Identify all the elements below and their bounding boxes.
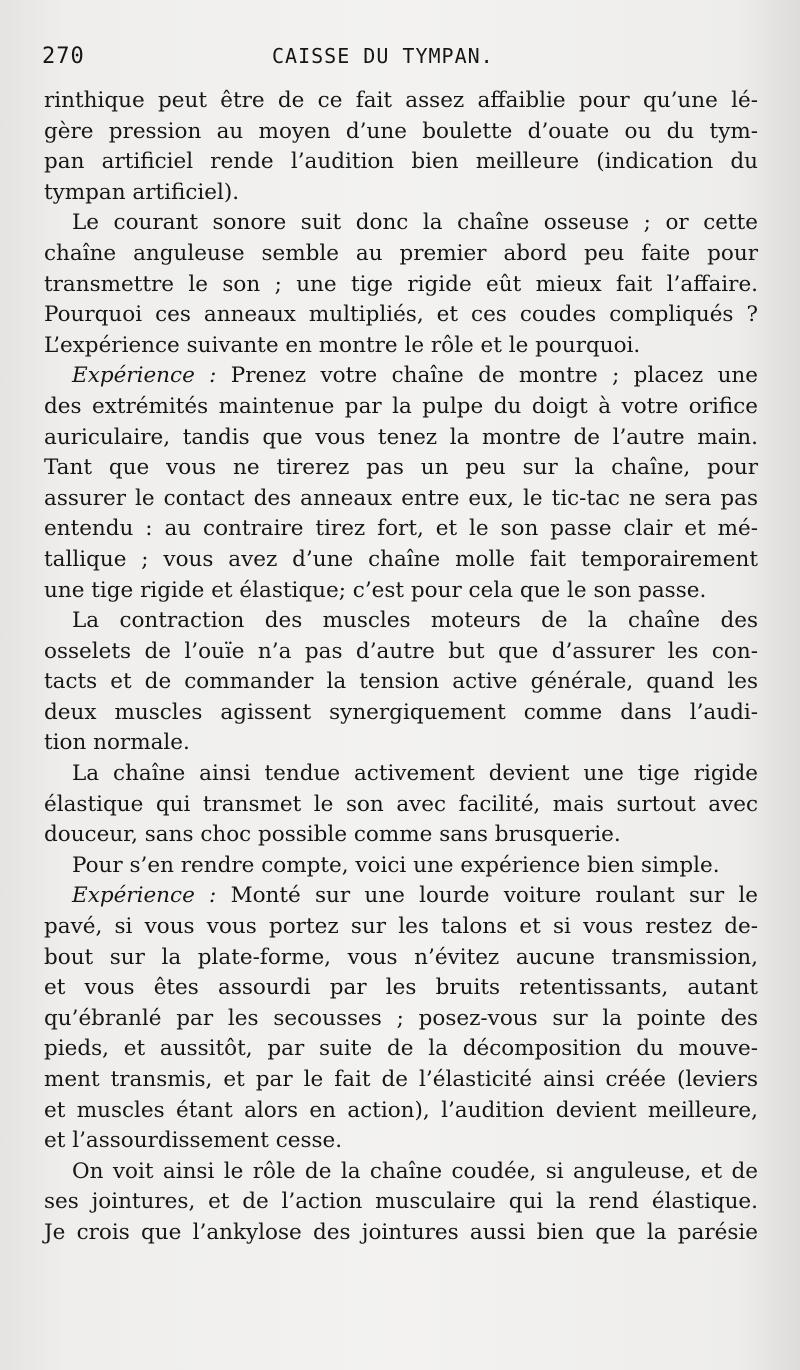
- experience-lead: Expérience :: [72, 363, 217, 389]
- text-line: [44, 698, 758, 729]
- line-text: entendu : au contraire tirez fort, et le son passe clair et mé-: [44, 516, 758, 542]
- line-text: pan artificiel rende l’audition bien meilleure (indication du: [44, 149, 758, 175]
- line-text: chaîne anguleuse semble au premier abord peu faite pour: [44, 240, 758, 266]
- line-text: et vous êtes assourdi par les bruits retentissants, autant: [44, 975, 758, 1001]
- line-text: Pour s’en rendre compte, voici une expérience bien simple.: [72, 852, 720, 878]
- line-text: tallique ; vous avez d’une chaîne molle fait temporairement: [44, 546, 758, 572]
- text-line: [44, 728, 758, 759]
- text-line: [44, 851, 758, 882]
- text-line: [44, 178, 758, 209]
- text-line: [44, 1034, 758, 1065]
- line-text: douceur, sans choc possible comme sans brusquerie.: [44, 822, 621, 848]
- running-title: CAISSE DU TYMPAN.: [272, 44, 494, 68]
- line-text: osselets de l’ouïe n’a pas d’autre but que d’assurer les con-: [44, 638, 758, 664]
- line-text: La chaîne ainsi tendue activement devient une tige rigide: [72, 761, 758, 787]
- body-text: [44, 86, 758, 1249]
- text-line: [44, 86, 758, 117]
- line-text: qu’ébranlé par les secousses ; posez-vous sur la pointe des: [44, 1005, 758, 1031]
- line-text: Pourquoi ces anneaux multipliés, et ces coudes compliqués ?: [44, 302, 758, 328]
- line-text: L’expérience suivante en montre le rôle et le pourquoi.: [44, 332, 641, 358]
- text-line: [44, 239, 758, 270]
- text-line: [44, 453, 758, 484]
- page-number: 270: [42, 44, 85, 69]
- line-text: auriculaire, tandis que vous tenez la montre de l’autre main.: [44, 424, 758, 450]
- text-line: [44, 1065, 758, 1096]
- line-text: transmettre le son ; une tige rigide eût mieux fait l’affaire.: [44, 271, 758, 297]
- text-line: [44, 912, 758, 943]
- line-text: ment transmis, et par le fait de l’élasticité ainsi créée (leviers: [44, 1067, 758, 1092]
- line-text: gère pression au moyen d’une boulette d’ouate ou du tym-: [44, 118, 758, 144]
- text-line: [44, 973, 758, 1004]
- text-line: [44, 1004, 758, 1035]
- line-text: tion normale.: [44, 730, 190, 756]
- text-line: [44, 1126, 758, 1157]
- line-text: pavé, si vous vous portez sur les talons et si vous restez de-: [44, 914, 758, 940]
- text-line: [44, 1187, 758, 1218]
- page-header: [42, 44, 762, 78]
- text-line: [44, 667, 758, 698]
- text-line: [44, 759, 758, 790]
- experience-lead: Expérience :: [72, 883, 217, 909]
- text-line: [44, 392, 758, 423]
- line-text: bout sur la plate-forme, vous n’évitez aucune transmission,: [44, 944, 758, 970]
- line-text: Monté sur une lourde voiture roulant sur le: [216, 883, 759, 909]
- text-line: [44, 637, 758, 668]
- text-line: [44, 881, 758, 912]
- text-line: [44, 1096, 758, 1127]
- line-text: On voit ainsi le rôle de la chaîne coudée, si anguleuse, et de: [72, 1158, 758, 1184]
- text-line: [44, 300, 758, 331]
- text-line: [44, 790, 758, 821]
- line-text: et muscles étant alors en action), l’audition devient meilleure,: [44, 1097, 758, 1123]
- text-line: [44, 484, 758, 515]
- line-text: rinthique peut être de ce fait assez affaiblie pour qu’une lé-: [44, 88, 758, 113]
- text-line: [44, 117, 758, 148]
- text-line: [44, 576, 758, 607]
- line-text: des extrémités maintenue par la pulpe du doigt à votre orifice: [44, 393, 758, 419]
- line-text: tympan artificiel).: [44, 179, 240, 205]
- line-text: assurer le contact des anneaux entre eux, le tic-tac ne sera pas: [44, 485, 758, 511]
- text-line: [44, 820, 758, 851]
- line-text: une tige rigide et élastique; c’est pour cela que le son passe.: [44, 577, 707, 603]
- line-text: Le courant sonore suit donc la chaîne osseuse ; or cette: [72, 210, 758, 236]
- line-text: pieds, et aussitôt, par suite de la décomposition du mouve-: [44, 1036, 758, 1062]
- line-text: Prenez votre chaîne de montre ; placez une: [216, 363, 758, 389]
- text-line: [44, 943, 758, 974]
- line-text: deux muscles agissent synergiquement comme dans l’audi-: [44, 699, 758, 725]
- line-text: La contraction des muscles moteurs de la chaîne des: [72, 608, 758, 634]
- text-line: [44, 606, 758, 637]
- text-line: [44, 208, 758, 239]
- text-line: [44, 514, 758, 545]
- text-line: [44, 331, 758, 362]
- line-text: élastique qui transmet le son avec facilité, mais surtout avec: [44, 791, 758, 817]
- text-line: [44, 270, 758, 301]
- line-text: Je crois que l’ankylose des jointures aussi bien que la parésie: [44, 1219, 758, 1245]
- text-line: [44, 423, 758, 454]
- text-line: [44, 1157, 758, 1188]
- line-text: et l’assourdissement cesse.: [44, 1128, 343, 1154]
- line-text: Tant que vous ne tirerez pas un peu sur la chaîne, pour: [44, 455, 758, 481]
- line-text: tacts et de commander la tension active générale, quand les: [44, 669, 758, 695]
- line-text: ses jointures, et de l’action musculaire qui la rend élastique.: [44, 1189, 758, 1215]
- text-line: [44, 361, 758, 392]
- text-line: [44, 1218, 758, 1249]
- text-line: [44, 545, 758, 576]
- text-line: [44, 147, 758, 178]
